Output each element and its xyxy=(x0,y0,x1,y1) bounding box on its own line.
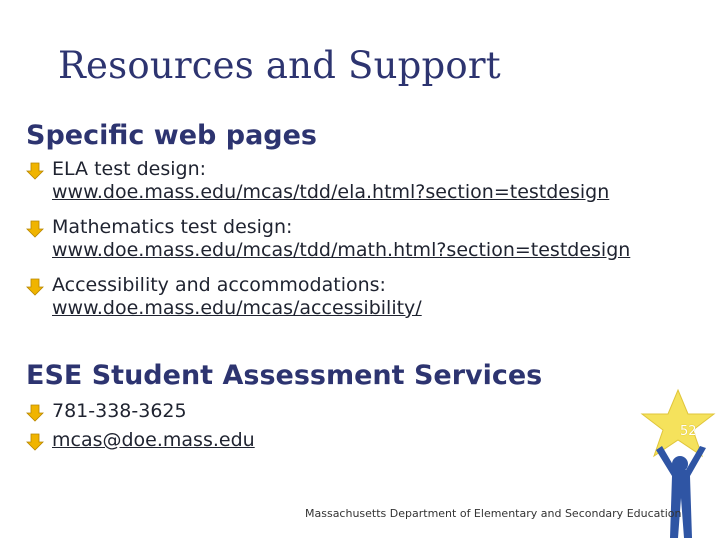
ela-link[interactable]: www.doe.mass.edu/mcas/tdd/ela.html?section=testdesign xyxy=(52,181,610,203)
accessibility-link[interactable]: www.doe.mass.edu/mcas/accessibility/ xyxy=(52,297,422,319)
arrow-down-icon xyxy=(26,278,44,296)
arrow-down-icon xyxy=(26,433,44,451)
page-number: 52 xyxy=(680,424,697,439)
bullet-label: Accessibility and accommodations: xyxy=(52,274,386,296)
bullet-label: Mathematics test design: xyxy=(52,216,293,238)
bullet-label: ELA test design: xyxy=(52,158,207,180)
section-heading-web-pages: Specific web pages xyxy=(26,120,318,151)
arrow-down-icon xyxy=(26,404,44,422)
email-link[interactable]: mcas@doe.mass.edu xyxy=(52,429,255,451)
phone-number: 781-338-3625 xyxy=(52,400,187,422)
section-heading-assessment-services: ESE Student Assessment Services xyxy=(26,360,543,391)
arrow-down-icon xyxy=(26,220,44,238)
footer-text: Massachusetts Department of Elementary and Secondary Education xyxy=(305,507,682,520)
slide-title: Resources and Support xyxy=(58,44,501,87)
arrow-down-icon xyxy=(26,162,44,180)
math-link[interactable]: www.doe.mass.edu/mcas/tdd/math.html?section=testdesign xyxy=(52,239,631,261)
